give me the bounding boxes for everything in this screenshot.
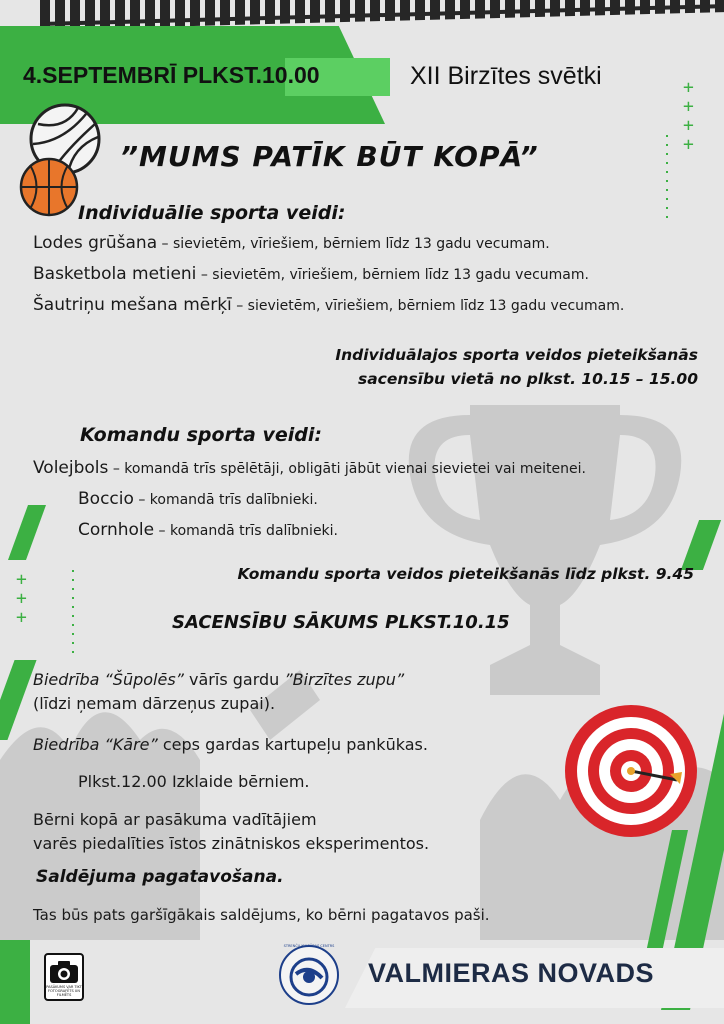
- sport-detail: – sievietēm, vīriešiem, bērniem līdz 13 gadu vecumam.: [231, 298, 625, 314]
- team-sports-heading: Komandu sporta veidi:: [80, 424, 322, 446]
- soup-text: vārīs gardu: [183, 670, 285, 689]
- basketball-icon: [18, 157, 80, 217]
- individual-item: [33, 264, 589, 284]
- sport-name: Cornhole: [78, 520, 155, 540]
- competition-start: SACENSĪBU SĀKUMS PLKST.10.15: [172, 612, 510, 633]
- icecream-heading: Saldējuma pagatavošana.: [36, 867, 284, 887]
- dots-decoration-left: [72, 570, 74, 660]
- individual-registration-notice: [335, 343, 698, 391]
- stripe-left-3: [0, 940, 30, 1024]
- soup-info: [33, 668, 404, 716]
- sport-detail: – sievietēm, vīriešiem, bērniem līdz 13 gadu vecumam.: [157, 236, 550, 252]
- municipality-brand: VALMIERAS NOVADS: [368, 958, 655, 988]
- individual-sports-heading: Individuālie sporta veidi:: [78, 202, 346, 224]
- team-registration-notice: Komandu sporta veidos pieteikšanās līdz plkst. 9.45: [237, 565, 694, 583]
- culture-center-logo: [278, 944, 340, 1006]
- sport-name: Basketbola metieni: [33, 264, 197, 284]
- science-line: varēs piedalīties īstos zinātniskos eksperimentos.: [33, 834, 430, 853]
- sport-name: Lodes grūšana: [33, 233, 158, 253]
- logo-text: STRENČU KULTŪRAS CENTRS: [283, 944, 335, 948]
- icecream-text: Tas būs pats garšīgākais saldējums, ko bērni pagatavos paši.: [33, 906, 490, 924]
- sport-detail: – sievietēm, vīriešiem, bērniem līdz 13 gadu vecumam.: [196, 267, 589, 283]
- sport-name: Šautriņu mešana mērķī: [33, 295, 232, 315]
- event-name: XII Birzītes svētki: [410, 62, 602, 90]
- pancake-organizer: Biedrība “Kāre”: [33, 735, 158, 754]
- stripe-left-1: [8, 505, 46, 560]
- event-date-time: 4.SEPTEMBRĪ PLKST.10.00: [23, 62, 320, 88]
- main-title: ”MUMS PATĪK BŪT KOPĀ”: [120, 140, 539, 173]
- sport-name: Volejbols: [33, 458, 109, 478]
- dartboard-icon: [562, 702, 700, 840]
- camera-icon: [46, 957, 82, 985]
- individual-item: [33, 295, 624, 315]
- notice-line: Individuālajos sporta veidos pieteikšanās: [335, 346, 698, 364]
- pancake-info: [33, 733, 428, 757]
- plus-decoration-left: + + +: [16, 569, 27, 628]
- individual-item: [33, 233, 550, 253]
- notice-line: sacensību vietā no plkst. 10.15 – 15.00: [358, 370, 698, 388]
- pancake-text: ceps gardas kartupeļu pankūkas.: [157, 735, 428, 754]
- camera-caption: PASĀKUMS VAR TIKT FOTOGRAFĒTS UN FILMĒTS: [46, 985, 82, 997]
- team-item: [33, 458, 586, 478]
- kids-entertainment: Plkst.12.00 Izklaide bērniem.: [78, 772, 310, 791]
- sport-detail: – komandā trīs spēlētāji, obligāti jābūt vienai sievietei vai meitenei.: [108, 461, 586, 477]
- trophy-silhouette: [400, 395, 690, 725]
- sport-name: Boccio: [78, 489, 134, 509]
- soup-dish: ”Birzītes zupu”: [284, 670, 405, 689]
- sport-detail: – komandā trīs dalībnieki.: [154, 523, 339, 539]
- sport-detail: – komandā trīs dalībnieki.: [133, 492, 318, 508]
- science-info: [33, 808, 429, 856]
- soup-note: (līdzi ņemam dārzeņus zupai).: [33, 694, 276, 713]
- team-item: [78, 520, 338, 540]
- team-item: [78, 489, 318, 509]
- dots-decoration-top: [666, 135, 668, 220]
- plus-decoration-top: + + + +: [683, 77, 694, 155]
- science-line: Bērni kopā ar pasākuma vadītājiem: [33, 810, 317, 829]
- soup-organizer: Biedrība “Šūpolēs”: [33, 670, 184, 689]
